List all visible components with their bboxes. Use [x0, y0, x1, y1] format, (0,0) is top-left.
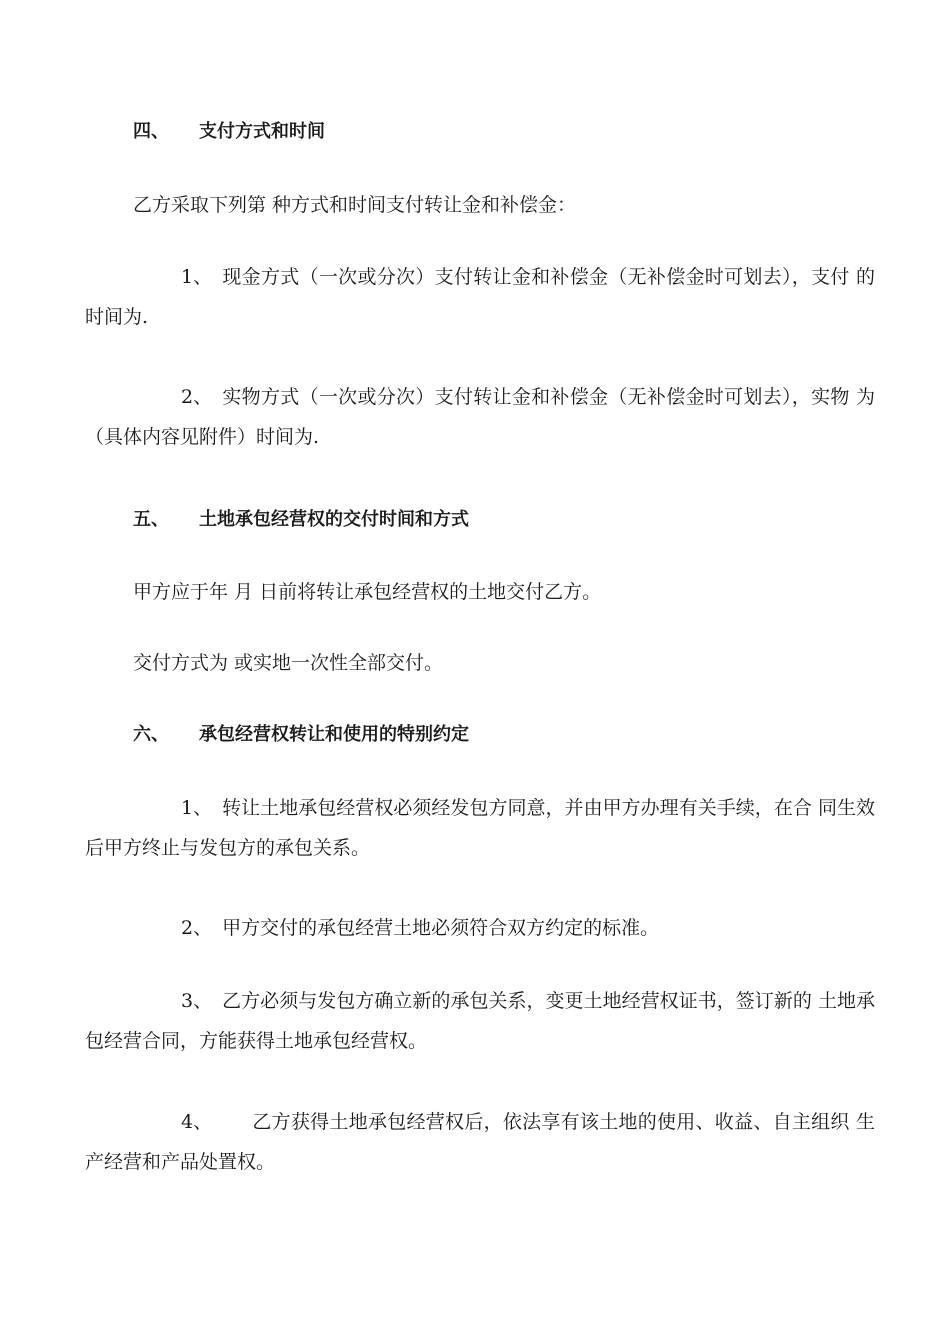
item-text: 现金方式（一次或分次）支付转让金和补偿金（无补偿金时可划去），支付 的时间为.	[85, 266, 875, 328]
section-6-number: 六、	[133, 724, 169, 745]
section-6-item-1	[85, 788, 875, 868]
section-6-item-4	[85, 1102, 875, 1182]
section-6-item-3	[85, 981, 875, 1061]
item-number: 3、	[181, 990, 213, 1012]
section-6-item-2	[85, 908, 875, 948]
item-number: 2、	[181, 386, 213, 408]
section-4-heading	[85, 112, 875, 152]
item-text: 转让土地承包经营权必须经发包方同意，并由甲方办理有关手续，在合 同生效后甲方终止与发包方的承包关系。	[85, 797, 875, 859]
section-5-line-1: 甲方应于年 月 日前将转让承包经营权的土地交付乙方。	[133, 581, 602, 603]
section-4-item-2	[85, 377, 875, 457]
section-4-item-1	[85, 257, 875, 337]
item-text: 实物方式（一次或分次）支付转让金和补偿金（无补偿金时可划去），实物 为（具体内容见附件）时间为.	[85, 386, 875, 448]
section-5-title: 土地承包经营权的交付时间和方式	[199, 509, 469, 530]
item-text: 乙方获得土地承包经营权后，依法享有该土地的使用、收益、自主组织 生产经营和产品处置权。	[85, 1111, 875, 1173]
item-text: 乙方必须与发包方确立新的承包关系，变更土地经营权证书，签订新的 土地承包经营合同，方能获得土地承包经营权。	[85, 990, 875, 1052]
section-4-number: 四、	[133, 121, 169, 142]
section-6-heading	[85, 715, 875, 755]
item-number: 2、	[181, 917, 213, 939]
item-number: 1、	[181, 266, 213, 288]
section-5-heading	[85, 500, 875, 540]
item-number: 4、	[181, 1111, 213, 1133]
section-4-intro: 乙方采取下列第 种方式和时间支付转让金和补偿金：	[133, 194, 577, 216]
section-5-line-2: 交付方式为 或实地一次性全部交付。	[133, 652, 444, 674]
item-text: 甲方交付的承包经营土地必须符合双方约定的标准。	[222, 917, 660, 939]
item-number: 1、	[181, 797, 213, 819]
section-6-title: 承包经营权转让和使用的特别约定	[199, 724, 469, 745]
section-4-title: 支付方式和时间	[199, 121, 325, 142]
section-5-number: 五、	[133, 509, 169, 530]
